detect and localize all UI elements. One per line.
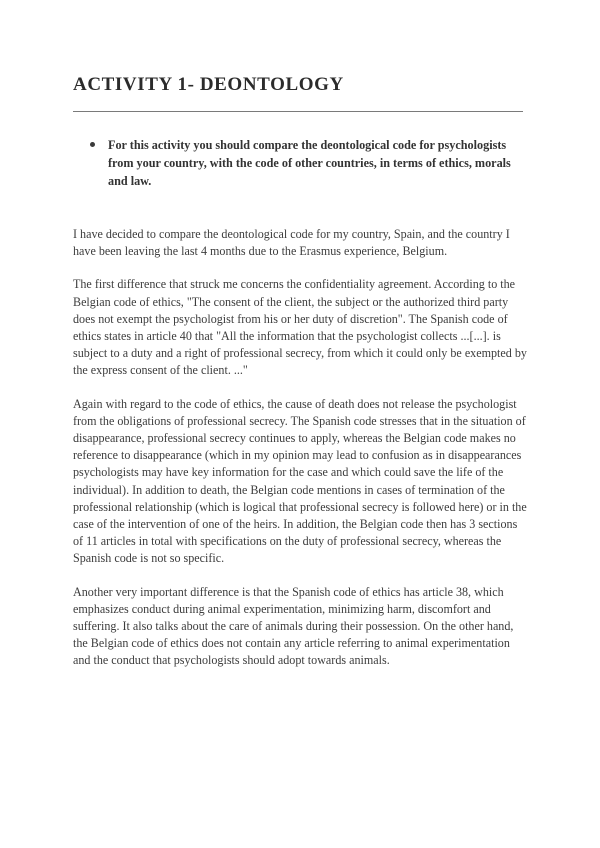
instruction-bullet — [90, 136, 530, 190]
page-title: ACTIVITY 1- DEONTOLOGY — [73, 74, 344, 95]
title-divider — [73, 111, 523, 112]
paragraph-animal-experimentation: Another very important difference is that the Spanish code of ethics has article 38, which emphasizes conduct during animal experimentation, minimizing harm, discomfort and suffering. It also talks about the care of animals during their possession. On the other hand, the Belgian code of ethics does not contain any article referring to animal experimentation and the conduct that psychologists should adopt towards animals. — [73, 584, 514, 668]
paragraph-confidentiality: The first difference that struck me concerns the confidentiality agreement. According to the Belgian code of ethics, "The consent of the client, the subject or the authorized third party does not exempt the psychologist from his or her duty of discretion". The Spanish code of ethics states in article 40 that "All the information that the psychologist collects ...[...]. is subject to a duty and a right of professional secrecy, from which it could only be exempted by the express consent of the client. ..." — [73, 277, 527, 378]
paragraph-intro: I have decided to compare the deontological code for my country, Spain, and the country I have been leaving the last 4 months due to the Erasmus experience, Belgium. — [73, 227, 510, 259]
paragraph-death-secrecy: Again with regard to the code of ethics, the cause of death does not release the psychologist from the obligations of professional secrecy. The Spanish code stresses that in the situation of disappearance, professional secrecy continues to apply, whereas the Belgian code makes no reference to disappearance (which in my opinion may lead to confusion as in disappearances psychologists may have key information for the case and which could save the life of the individual). In addition to death, the Belgian code mentions in cases of termination of the professional relationship (which is logical that professional secrecy is followed here) or in the case of the intervention of one of the heirs. In addition, the Belgian code then has 3 sections of 11 articles in total with specifications on the duty of professional secrecy, whereas the Spanish code is not so specific. — [73, 396, 527, 566]
bullet-dot-icon — [90, 142, 95, 147]
instruction-text: For this activity you should compare the deontological code for psychologists from your country, with the code of other countries, in terms of ethics, morals and law. — [108, 138, 511, 188]
body-text — [73, 226, 529, 686]
